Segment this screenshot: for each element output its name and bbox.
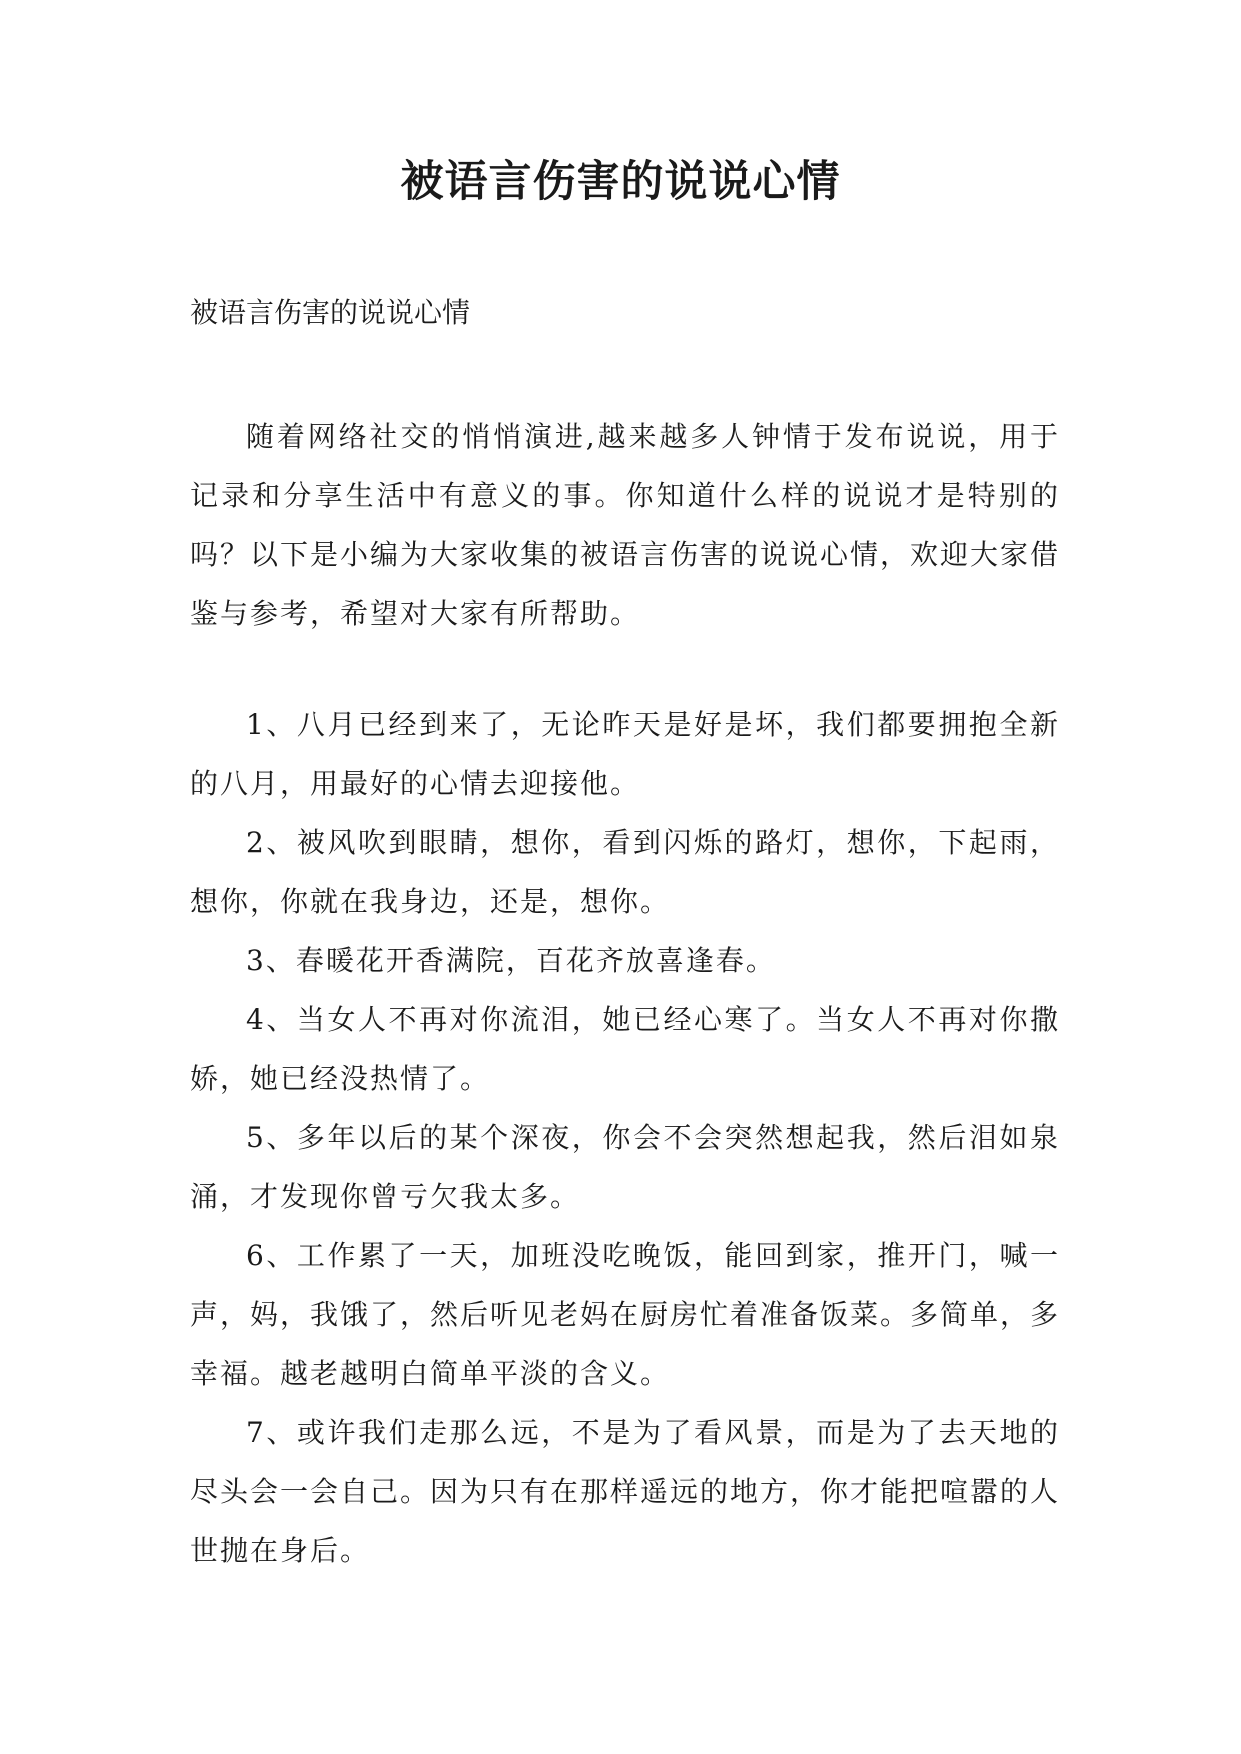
page-title: 被语言伤害的说说心情 <box>400 157 841 207</box>
list-item: 3、春暖花开香满院，百花齐放喜逢春。 <box>246 944 776 977</box>
list-item: 7、或许我们走那么远，不是为了看风景，而是为了去天地的尽头会一会自己。因为只有在那样遥远的地方，你才能把喧嚣的人世抛在身后。 <box>190 1416 1061 1567</box>
list-item: 5、多年以后的某个深夜，你会不会突然想起我，然后泪如泉涌，才发现你曾亏欠我太多。 <box>190 1121 1060 1213</box>
intro-paragraph: 随着网络社交的悄悄演进,越来越多人钟情于发布说说，用于记录和分享生活中有意义的事。你知道什么样的说说才是特别的吗？以下是小编为大家收集的被语言伤害的说说心情，欢迎大家借鉴与参考，希望对大家有所帮助。 <box>190 420 1061 630</box>
document-subtitle: 被语言伤害的说说心情 <box>190 296 471 329</box>
quote-list <box>190 695 1060 1580</box>
list-item: 2、被风吹到眼睛，想你，看到闪烁的路灯，想你，下起雨，想你，你就在我身边，还是，想你。 <box>190 826 1060 918</box>
list-item: 6、工作累了一天，加班没吃晚饭，能回到家，推开门，喊一声，妈，我饿了，然后听见老妈在厨房忙着准备饭菜。多简单，多幸福。越老越明白简单平淡的含义。 <box>190 1239 1061 1390</box>
list-item: 1、八月已经到来了，无论昨天是好是坏，我们都要拥抱全新的八月，用最好的心情去迎接他。 <box>190 708 1060 800</box>
list-item: 4、当女人不再对你流泪，她已经心寒了。当女人不再对你撒娇，她已经没热情了。 <box>190 1003 1060 1095</box>
